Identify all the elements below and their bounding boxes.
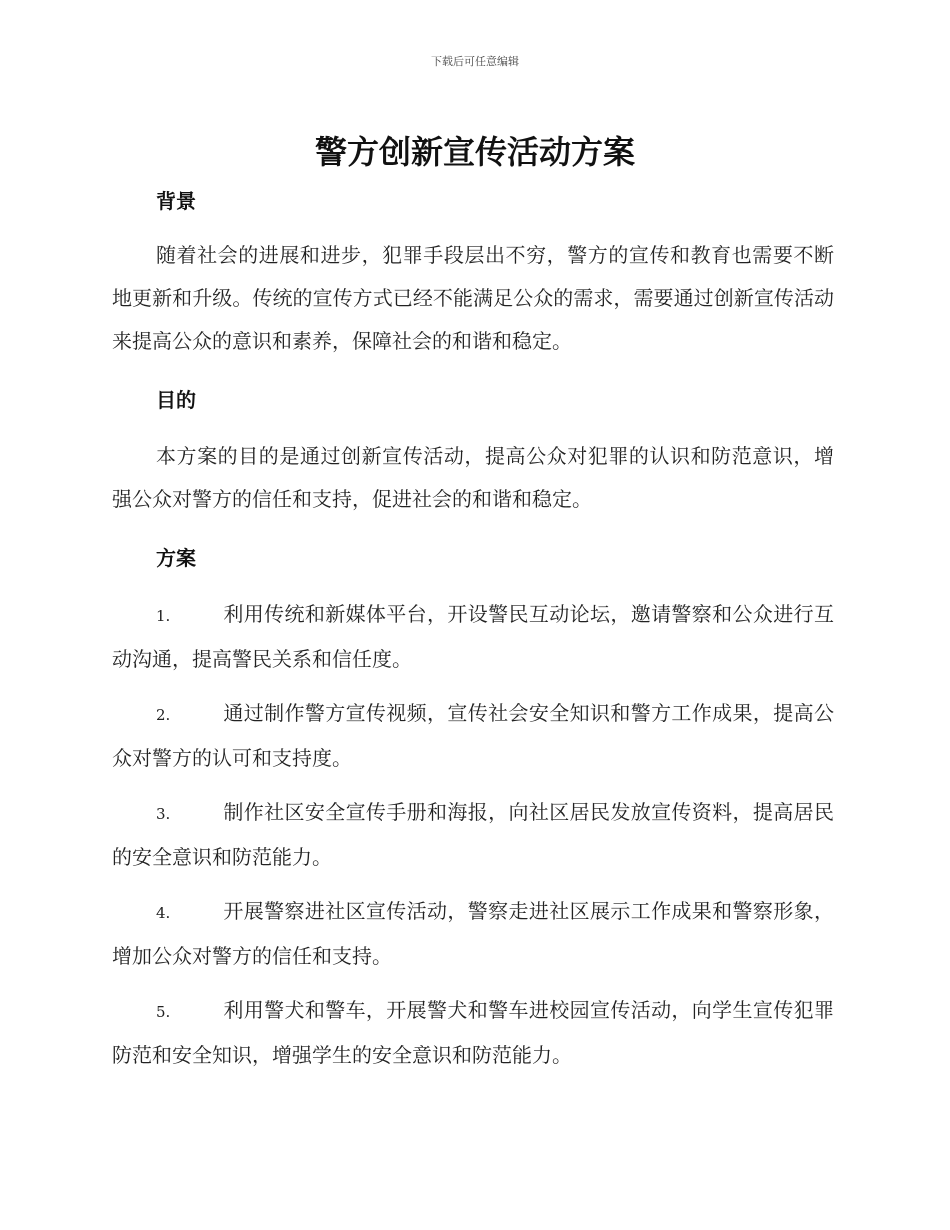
plan-item-4 — [112, 890, 834, 978]
section-paragraph-purpose: 本方案的目的是通过创新宣传活动，提高公众对犯罪的认识和防范意识，增强公众对警方的信任和支持，促进社会的和谐和稳定。 — [112, 444, 834, 511]
plan-item-text: 利用传统和新媒体平台，开设警民互动论坛，邀请警察和公众进行互动沟通，提高警民关系和信任度。 — [112, 602, 834, 671]
plan-item-number: 3. — [156, 805, 171, 823]
plan-item-text: 利用警犬和警车，开展警犬和警车进校园宣传活动，向学生宣传犯罪防范和安全知识，增强学生的安全意识和防范能力。 — [112, 998, 834, 1067]
section-paragraph-background: 随着社会的进展和进步，犯罪手段层出不穷，警方的宣传和教育也需要不断地更新和升级。传统的宣传方式已经不能满足公众的需求，需要通过创新宣传活动来提高公众的意识和素养，保障社会的和谐和稳定。 — [112, 243, 834, 353]
plan-item-2 — [112, 692, 834, 780]
document-body — [112, 180, 834, 1077]
plan-item-number: 4. — [156, 904, 171, 922]
plan-item-5 — [112, 989, 834, 1077]
plan-item-number: 5. — [156, 1003, 171, 1021]
plan-item-1 — [112, 593, 834, 681]
plan-item-3 — [112, 791, 834, 879]
plan-item-number: 1. — [156, 607, 171, 625]
header-note: 下载后可任意编辑 — [431, 55, 519, 68]
plan-item-number: 2. — [156, 706, 171, 724]
page-title: 警方创新宣传活动方案 — [314, 133, 635, 171]
section-heading-purpose: 目的 — [156, 388, 196, 412]
section-heading-plan: 方案 — [156, 546, 196, 570]
section-heading-background: 背景 — [156, 189, 196, 213]
plan-item-text: 制作社区安全宣传手册和海报，向社区居民发放宣传资料，提高居民的安全意识和防范能力。 — [112, 800, 834, 869]
plan-item-text: 开展警察进社区宣传活动，警察走进社区展示工作成果和警察形象，增加公众对警方的信任和支持。 — [112, 899, 834, 968]
plan-item-text: 通过制作警方宣传视频，宣传社会安全知识和警方工作成果，提高公众对警方的认可和支持度。 — [112, 701, 834, 770]
